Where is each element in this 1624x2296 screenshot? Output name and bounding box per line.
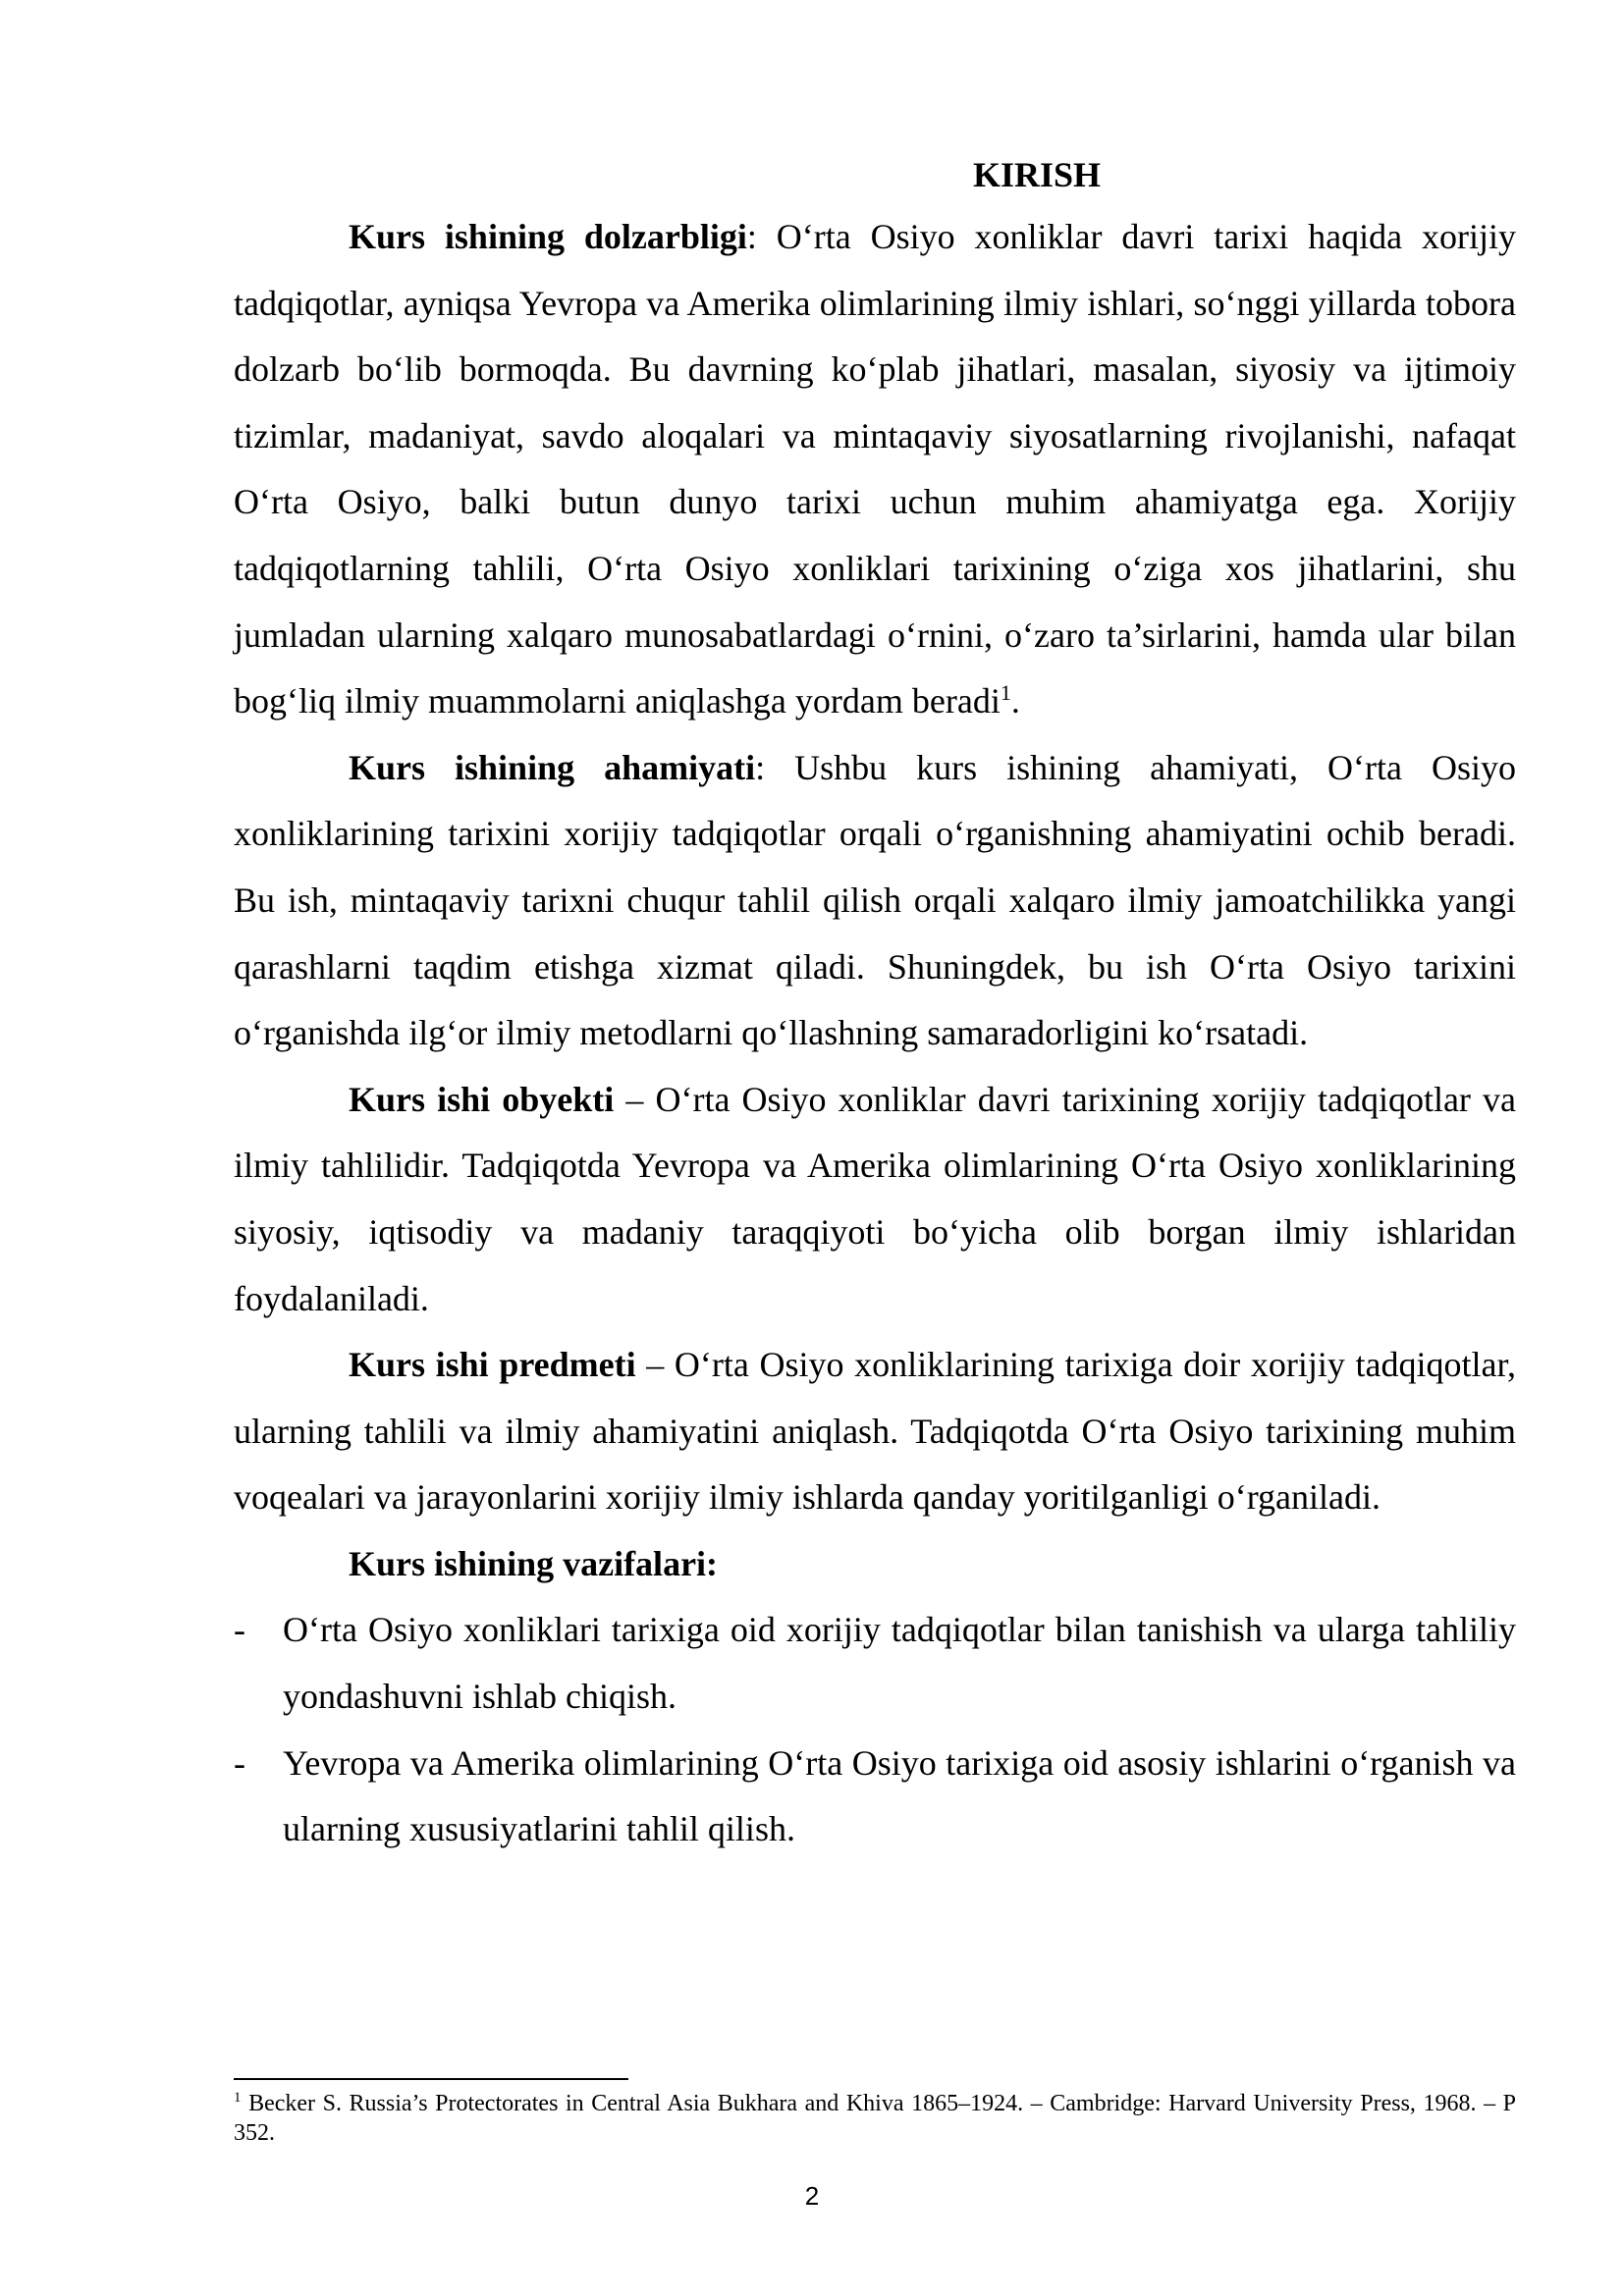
tasks-list xyxy=(234,1597,1516,1862)
paragraph-dolzarbligi xyxy=(234,204,1516,735)
paragraph-end: . xyxy=(1010,681,1020,721)
paragraph-label: Kurs ishining ahamiyati xyxy=(349,747,756,787)
paragraph-label: Kurs ishining dolzarbligi xyxy=(349,217,747,256)
footnote-text: Becker S. Russia’s Protectorates in Central Asia Bukhara and Khiva 1865–1924. – Cambridge: Harvard University Press, 1968. – P 352. xyxy=(234,2091,1516,2146)
footnote-reference: 1 xyxy=(1000,680,1011,706)
page-title: KIRISH xyxy=(972,155,1102,194)
paragraph-text: – O‘rta Osiyo xonliklarining tarixiga doir xorijiy tadqiqotlar, ularning tahlili va ilmiy ahamiyatini aniqlash. Tadqiqotda O‘rta Osiyo tarixining muhim voqealari va jarayonlarini xorijiy ilmiy ishlarda qanday yoritilganligi o‘rganiladi. xyxy=(234,1345,1516,1518)
list-bullet: - xyxy=(234,1742,245,1783)
footnote-separator xyxy=(234,2078,628,2080)
footnote-mark: 1 xyxy=(234,2090,242,2106)
list-item xyxy=(234,1597,1516,1730)
document-body xyxy=(234,147,1516,1863)
list-bullet: - xyxy=(234,1610,245,1650)
paragraph-predmeti xyxy=(234,1332,1516,1531)
paragraph-text: – O‘rta Osiyo xonliklar davri tarixining xorijiy tadqiqotlar va ilmiy tahlilidir. Tadqiqotda Yevropa va Amerika olimlarining O‘rta Osiyo xonliklarining siyosiy, iqtisodiy va madaniy taraqqiyoti bo‘yicha olib borgan ilmiy ishlaridan foydalaniladi. xyxy=(234,1079,1516,1318)
tasks-heading: Kurs ishining vazifalari: xyxy=(349,1543,719,1583)
paragraph-text: : O‘rta Osiyo xonliklar davri tarixi haqida xorijiy tadqiqotlar, ayniqsa Yevropa va Amerika olimlarining ilmiy ishlari, so‘nggi yillarda tobora dolzarb bo‘lib bormoqda. Bu davrning ko‘plab jihatlari, masalan, siyosiy va ijtimoiy tizimlar, madaniyat, savdo aloqalari va mintaqaviy siyosatlarning rivojlanishi, nafaqat O‘rta Osiyo, balki butun dunyo tarixi uchun muhim ahamiyatga ega. Xorijiy tadqiqotlarning tahlili, O‘rta Osiyo xonliklari tarixining o‘ziga xos jihatlarini, shu jumladan ularning xalqaro munosabatlardagi o‘rnini, o‘zaro ta’sirlarini, hamda ular bilan bog‘liq ilmiy muammolarni aniqlashga yordam beradi xyxy=(234,217,1516,721)
list-item-text: Yevropa va Amerika olimlarining O‘rta Osiyo tarixiga oid asosiy ishlarini o‘rganish va ularning xususiyatlarini tahlil qilish. xyxy=(283,1742,1516,1849)
paragraph-ahamiyati xyxy=(234,735,1516,1067)
paragraph-label: Kurs ishi obyekti xyxy=(349,1079,615,1119)
paragraph-text: : Ushbu kurs ishining ahamiyati, O‘rta Osiyo xonliklarining tarixini xorijiy tadqiqotlar orqali o‘rganishning ahamiyatini ochib beradi. Bu ish, mintaqaviy tarixni chuqur tahlil qilish orqali xalqaro ilmiy jamoatchilikka yangi qarashlarni taqdim etishga xizmat qiladi. Shuningdek, bu ish O‘rta Osiyo tarixini o‘rganishda ilg‘or ilmiy metodlarni qo‘llashning samaradorligini ko‘rsatadi. xyxy=(234,747,1517,1053)
paragraph-label: Kurs ishi predmeti xyxy=(349,1345,636,1385)
list-item-text: O‘rta Osiyo xonliklari tarixiga oid xorijiy tadqiqotlar bilan tanishish va ularga tahliliy yondashuvni ishlab chiqish. xyxy=(283,1610,1516,1717)
paragraph-obyekti xyxy=(234,1067,1516,1332)
list-item xyxy=(234,1731,1516,1863)
footnote xyxy=(234,2089,1516,2148)
page-number: 2 xyxy=(804,2181,820,2211)
